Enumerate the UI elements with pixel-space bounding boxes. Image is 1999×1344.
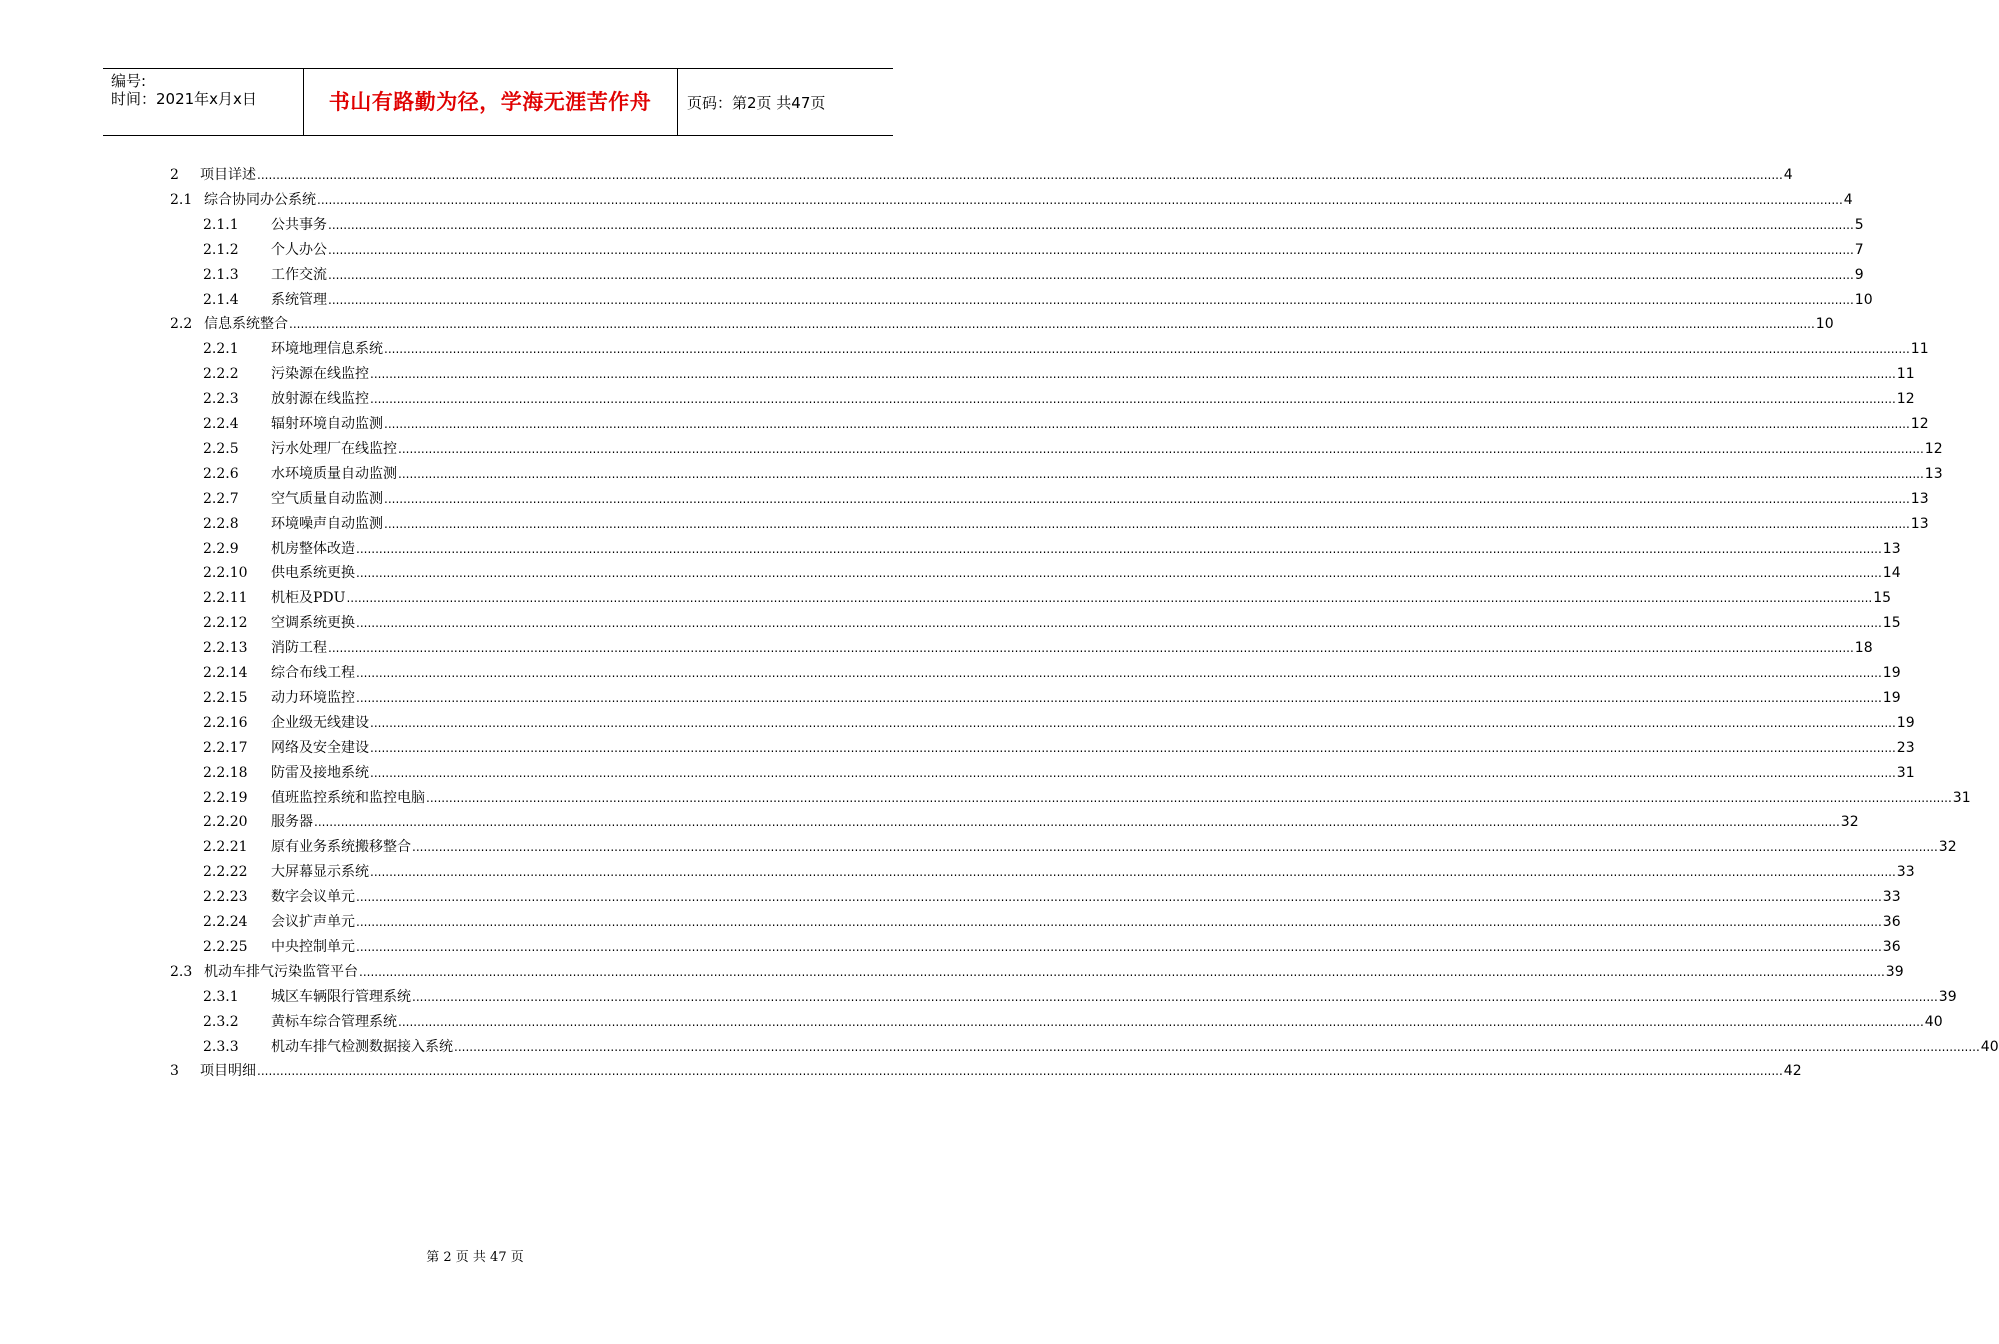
toc-leader-dots: ................................................................................................................................................................................................................................................................................................................................................................................................................ — [314, 815, 1840, 830]
toc-entry-title: 数字会议单元 — [271, 889, 355, 906]
toc-entry-number: 2.2.22 — [203, 864, 248, 881]
toc-entry-number: 2.1 — [170, 191, 193, 208]
toc-leader-dots: ................................................................................................................................................................................................................................................................................................................................................................................................................ — [412, 989, 1938, 1004]
toc-leader-dots: ................................................................................................................................................................................................................................................................................................................................................................................................................ — [356, 690, 1882, 705]
toc-leader-dots: ................................................................................................................................................................................................................................................................................................................................................................................................................ — [346, 591, 1873, 606]
toc-entry-page: 31 — [1896, 764, 1915, 781]
toc-entry-page: 4 — [1843, 191, 1853, 208]
toc-leader-dots: ................................................................................................................................................................................................................................................................................................................................................................................................................ — [384, 516, 1910, 531]
document-number-label: 编号: — [111, 72, 147, 90]
toc-entry-page: 39 — [1885, 963, 1904, 980]
toc-entry[interactable] — [203, 409, 1929, 433]
toc-leader-dots: ................................................................................................................................................................................................................................................................................................................................................................................................................ — [426, 790, 1952, 805]
toc-entry-number: 2.2.11 — [203, 590, 248, 607]
toc-entry-title: 空调系统更换 — [271, 615, 355, 632]
toc-entry-page: 5 — [1854, 216, 1864, 233]
toc-entry[interactable] — [203, 758, 1915, 782]
toc-entry-number: 2.2 — [170, 316, 193, 333]
toc-entry-number: 2.2.7 — [203, 490, 239, 507]
toc-entry[interactable] — [203, 334, 1929, 358]
toc-entry-number: 2.2.3 — [203, 391, 239, 408]
toc-entry-number: 2.2.25 — [203, 938, 248, 955]
toc-entry-number: 2.2.21 — [203, 839, 248, 856]
toc-entry-number: 2.3.1 — [203, 988, 239, 1005]
toc-entry-number: 2.2.13 — [203, 640, 248, 657]
toc-entry-number: 2.1.3 — [203, 266, 239, 283]
toc-entry-title: 服务器 — [271, 814, 313, 831]
toc-entry-title: 中央控制单元 — [271, 938, 355, 955]
toc-leader-dots: ................................................................................................................................................................................................................................................................................................................................................................................................................ — [412, 840, 1938, 855]
toc-entry-title: 供电系统更换 — [271, 565, 355, 582]
toc-entry-number: 2.2.8 — [203, 515, 239, 532]
toc-entry-title: 原有业务系统搬移整合 — [271, 839, 411, 856]
toc-entry-page: 36 — [1882, 914, 1901, 930]
toc-entry[interactable] — [203, 210, 1864, 234]
toc-leader-dots: ................................................................................................................................................................................................................................................................................................................................................................................................................ — [370, 765, 1896, 780]
toc-entry-page: 33 — [1882, 889, 1901, 906]
toc-entry-title: 项目详述 — [200, 167, 256, 183]
toc-entry[interactable] — [203, 857, 1915, 881]
toc-entry[interactable] — [170, 160, 1793, 184]
toc-entry-page: 13 — [1882, 540, 1901, 557]
toc-entry-number: 2.2.18 — [203, 764, 248, 781]
toc-entry-page: 12 — [1910, 416, 1929, 432]
toc-entry-page: 32 — [1938, 839, 1957, 856]
toc-entry[interactable] — [203, 982, 1957, 1006]
toc-leader-dots: ................................................................................................................................................................................................................................................................................................................................................................................................................ — [370, 715, 1896, 730]
toc-leader-dots: ................................................................................................................................................................................................................................................................................................................................................................................................................ — [356, 666, 1882, 680]
toc-entry-title: 个人办公 — [271, 241, 327, 258]
toc-entry-title: 机动车排气污染监管平台 — [204, 963, 358, 980]
toc-entry-page: 40 — [1980, 1038, 1999, 1055]
toc-entry[interactable] — [203, 733, 1915, 757]
toc-entry-page: 36 — [1882, 938, 1901, 955]
toc-leader-dots: ................................................................................................................................................................................................................................................................................................................................................................................................................ — [289, 317, 1815, 332]
toc-entry-number: 2.2.6 — [203, 465, 239, 482]
toc-entry-number: 2.1.2 — [203, 241, 239, 258]
toc-entry-title: 放射源在线监控 — [271, 391, 369, 408]
toc-entry-page: 11 — [1910, 341, 1929, 358]
header-bottom-rule — [103, 135, 893, 136]
toc-leader-dots: ................................................................................................................................................................................................................................................................................................................................................................................................................ — [370, 865, 1896, 880]
toc-leader-dots: ................................................................................................................................................................................................................................................................................................................................................................................................................ — [398, 1014, 1924, 1029]
toc-entry[interactable] — [170, 185, 1853, 209]
toc-entry-title: 环境地理信息系统 — [271, 341, 383, 358]
toc-entry-page: 15 — [1882, 615, 1901, 632]
toc-entry-title: 黄标车综合管理系统 — [271, 1013, 397, 1030]
toc-entry-title: 公共事务 — [271, 216, 327, 233]
toc-entry-title: 动力环境监控 — [271, 689, 355, 706]
toc-entry-number: 2.2.23 — [203, 889, 248, 906]
toc-leader-dots: ................................................................................................................................................................................................................................................................................................................................................................................................................ — [328, 242, 1854, 257]
toc-entry-number: 2.3.3 — [203, 1038, 239, 1055]
toc-entry[interactable] — [203, 608, 1901, 632]
toc-leader-dots: ................................................................................................................................................................................................................................................................................................................................................................................................................ — [356, 616, 1882, 631]
toc-entry-number: 2.2.12 — [203, 615, 248, 632]
toc-entry-page: 13 — [1910, 490, 1929, 507]
toc-entry-number: 2.2.17 — [203, 739, 248, 756]
toc-entry-page: 18 — [1854, 640, 1873, 657]
toc-entry-title: 综合协同办公系统 — [204, 191, 316, 208]
toc-leader-dots: ................................................................................................................................................................................................................................................................................................................................................................................................................ — [359, 964, 1885, 979]
toc-entry[interactable] — [170, 309, 1834, 333]
toc-entry-page: 19 — [1882, 689, 1901, 706]
toc-leader-dots: ................................................................................................................................................................................................................................................................................................................................................................................................................ — [356, 939, 1882, 954]
toc-entry-title: 水环境质量自动监测 — [271, 465, 397, 482]
toc-entry-number: 2.2.16 — [203, 714, 248, 731]
toc-leader-dots: ................................................................................................................................................................................................................................................................................................................................................................................................................ — [384, 342, 1910, 357]
toc-entry-title: 辐射环境自动监测 — [271, 416, 383, 432]
toc-entry-page: 31 — [1952, 789, 1971, 806]
toc-entry-page: 14 — [1882, 565, 1901, 582]
toc-entry-title: 会议扩声单元 — [271, 914, 355, 930]
toc-leader-dots: ................................................................................................................................................................................................................................................................................................................................................................................................................ — [370, 392, 1896, 407]
toc-leader-dots: ................................................................................................................................................................................................................................................................................................................................................................................................................ — [384, 491, 1910, 506]
toc-entry-title: 污水处理厂在线监控 — [271, 440, 397, 457]
toc-entry-page: 9 — [1854, 266, 1864, 283]
toc-entry-number: 2.2.24 — [203, 914, 248, 930]
toc-entry-title: 值班监控系统和监控电脑 — [271, 789, 425, 806]
toc-entry-title: 环境噪声自动监测 — [271, 515, 383, 532]
toc-entry[interactable] — [203, 708, 1915, 732]
toc-entry[interactable] — [203, 783, 1971, 807]
toc-entry-page: 13 — [1910, 515, 1929, 532]
header-divider-right — [677, 68, 678, 136]
toc-entry-title: 信息系统整合 — [204, 316, 288, 333]
toc-entry-number: 2.3.2 — [203, 1013, 239, 1030]
toc-entry-number: 2.2.19 — [203, 789, 248, 806]
toc-entry-number: 2.2.9 — [203, 540, 239, 557]
toc-leader-dots: ................................................................................................................................................................................................................................................................................................................................................................................................................ — [398, 441, 1924, 456]
toc-leader-dots: ................................................................................................................................................................................................................................................................................................................................................................................................................ — [370, 740, 1896, 755]
toc-entry-title: 大屏幕显示系统 — [271, 864, 369, 881]
toc-entry[interactable] — [203, 459, 1943, 483]
toc-entry-number: 2.2.10 — [203, 565, 248, 582]
toc-entry-page: 19 — [1882, 665, 1901, 681]
toc-leader-dots: ................................................................................................................................................................................................................................................................................................................................................................................................................ — [257, 1064, 1783, 1079]
toc-entry-number: 2.2.5 — [203, 440, 239, 457]
toc-entry-number: 2.3 — [170, 963, 193, 980]
toc-entry-title: 消防工程 — [271, 640, 327, 657]
toc-entry-title: 防雷及接地系统 — [271, 764, 369, 781]
toc-entry[interactable] — [203, 484, 1929, 508]
toc-entry-page: 15 — [1873, 590, 1892, 607]
toc-leader-dots: ................................................................................................................................................................................................................................................................................................................................................................................................................ — [370, 367, 1896, 382]
toc-entry[interactable] — [203, 907, 1901, 931]
toc-entry-page: 12 — [1896, 391, 1915, 408]
header-meta — [111, 72, 257, 108]
toc-entry[interactable] — [203, 1032, 1999, 1056]
toc-entry[interactable] — [203, 359, 1915, 383]
header-motto: 书山有路勤为径，学海无涯苦作舟 — [328, 90, 652, 114]
toc-entry-number: 2.2.2 — [203, 366, 239, 383]
toc-entry[interactable] — [203, 683, 1901, 707]
toc-entry[interactable] — [203, 509, 1929, 533]
toc-entry-number: 2.2.14 — [203, 665, 248, 681]
toc-leader-dots: ................................................................................................................................................................................................................................................................................................................................................................................................................ — [328, 641, 1854, 656]
toc-entry[interactable] — [203, 832, 1957, 856]
toc-entry-page: 11 — [1896, 366, 1915, 383]
toc-entry-page: 32 — [1840, 814, 1859, 831]
toc-entry-title: 网络及安全建设 — [271, 739, 369, 756]
toc-entry-number: 2 — [170, 167, 179, 183]
toc-entry-title: 企业级无线建设 — [271, 714, 369, 731]
toc-entry-title: 污染源在线监控 — [271, 366, 369, 383]
toc-entry[interactable] — [170, 957, 1904, 981]
toc-entry[interactable] — [203, 583, 1892, 607]
toc-entry-page: 7 — [1854, 241, 1864, 258]
toc-entry[interactable] — [203, 534, 1901, 558]
toc-entry-page: 33 — [1896, 864, 1915, 881]
toc-entry-number: 2.1.4 — [203, 291, 239, 308]
toc-leader-dots: ................................................................................................................................................................................................................................................................................................................................................................................................................ — [356, 890, 1882, 905]
toc-entry[interactable] — [203, 882, 1901, 906]
toc-entry-page: 10 — [1854, 291, 1873, 308]
toc-leader-dots: ................................................................................................................................................................................................................................................................................................................................................................................................................ — [356, 915, 1882, 929]
toc-entry-page: 13 — [1924, 465, 1943, 482]
toc-entry-page: 19 — [1896, 714, 1915, 731]
toc-entry[interactable] — [203, 384, 1915, 408]
toc-leader-dots: ................................................................................................................................................................................................................................................................................................................................................................................................................ — [454, 1039, 1980, 1054]
toc-entry[interactable] — [203, 658, 1901, 682]
header-top-rule — [103, 68, 893, 69]
toc-entry[interactable] — [203, 558, 1901, 582]
toc-entry[interactable] — [203, 633, 1873, 657]
toc-entry[interactable] — [203, 807, 1859, 831]
toc-leader-dots: ................................................................................................................................................................................................................................................................................................................................................................................................................ — [356, 541, 1882, 556]
toc-entry-title: 工作交流 — [271, 266, 327, 283]
toc-entry-number: 2.1.1 — [203, 216, 239, 233]
toc-leader-dots: ................................................................................................................................................................................................................................................................................................................................................................................................................ — [328, 217, 1854, 232]
toc-leader-dots: ................................................................................................................................................................................................................................................................................................................................................................................................................ — [328, 267, 1854, 282]
toc-leader-dots: ................................................................................................................................................................................................................................................................................................................................................................................................................ — [384, 417, 1910, 431]
toc-entry-number: 2.2.1 — [203, 341, 239, 358]
toc-entry[interactable] — [170, 1056, 1802, 1080]
toc-entry-number: 2.2.20 — [203, 814, 248, 831]
toc-entry-page: 39 — [1938, 988, 1957, 1005]
toc-entry-title: 城区车辆限行管理系统 — [271, 988, 411, 1005]
header-page-count: 页码：第2页 共47页 — [687, 94, 826, 112]
toc-leader-dots: ................................................................................................................................................................................................................................................................................................................................................................................................................ — [328, 292, 1854, 307]
toc-entry-number: 3 — [170, 1063, 179, 1080]
document-date-label: 时间：2021年x月x日 — [111, 90, 257, 108]
toc-entry[interactable] — [203, 932, 1901, 956]
toc-entry-page: 23 — [1896, 739, 1915, 756]
toc-entry-title: 机动车排气检测数据接入系统 — [271, 1038, 453, 1055]
toc-entry[interactable] — [203, 1007, 1943, 1031]
toc-entry-number: 2.2.15 — [203, 689, 248, 706]
toc-entry-page: 12 — [1924, 440, 1943, 457]
toc-entry-page: 40 — [1924, 1013, 1943, 1030]
toc-entry-page: 4 — [1783, 167, 1793, 183]
toc-entry-page: 10 — [1815, 316, 1834, 333]
toc-entry-page: 42 — [1783, 1063, 1802, 1080]
toc-leader-dots: ................................................................................................................................................................................................................................................................................................................................................................................................................ — [398, 466, 1924, 481]
page-footer: 第 2 页 共 47 页 — [426, 1250, 524, 1265]
toc-entry-title: 项目明细 — [200, 1063, 256, 1080]
toc-entry-title: 综合布线工程 — [271, 665, 355, 681]
toc-entry[interactable] — [203, 260, 1864, 284]
toc-entry-title: 机柜及PDU — [271, 590, 346, 607]
toc-entry[interactable] — [203, 235, 1864, 259]
toc-entry-title: 空气质量自动监测 — [271, 490, 383, 507]
toc-leader-dots: ................................................................................................................................................................................................................................................................................................................................................................................................................ — [356, 566, 1882, 581]
toc-entry[interactable] — [203, 434, 1943, 458]
toc-leader-dots: ................................................................................................................................................................................................................................................................................................................................................................................................................ — [317, 192, 1843, 207]
toc-entry[interactable] — [203, 285, 1873, 309]
toc-entry-title: 系统管理 — [271, 291, 327, 308]
toc-entry-title: 机房整体改造 — [271, 540, 355, 557]
toc-entry-number: 2.2.4 — [203, 416, 239, 432]
toc-leader-dots: ................................................................................................................................................................................................................................................................................................................................................................................................................ — [257, 168, 1783, 182]
